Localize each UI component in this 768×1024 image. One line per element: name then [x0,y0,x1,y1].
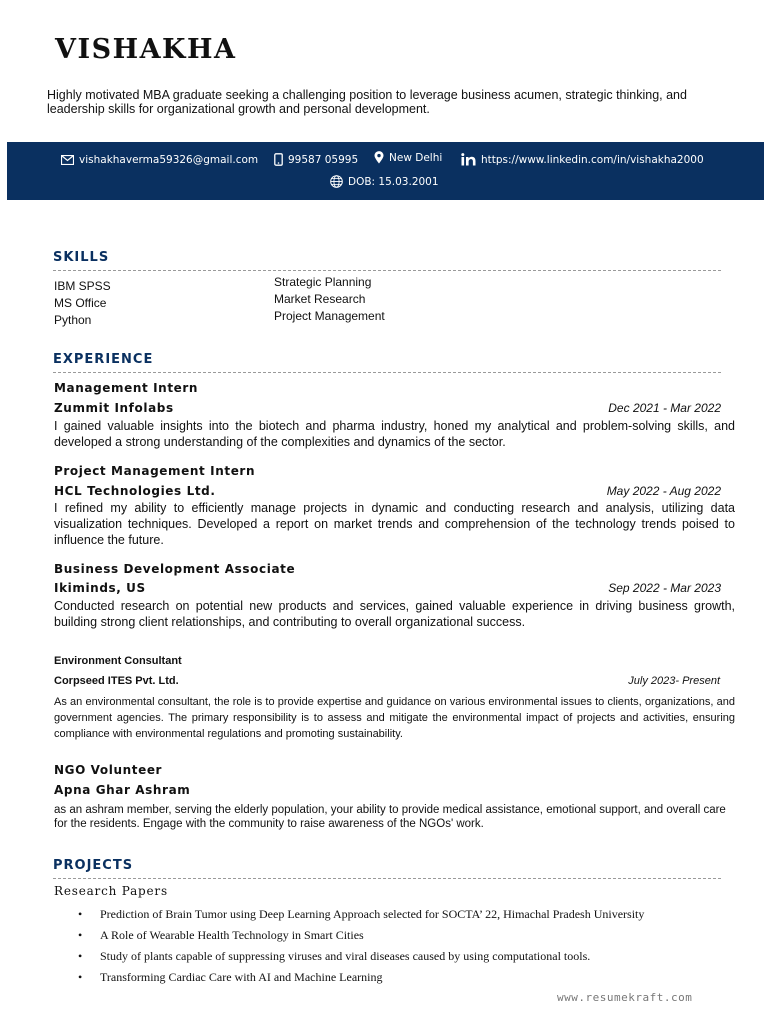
candidate-name: VISHAKHA [55,34,237,65]
skill-item: Strategic Planning [274,275,372,289]
envelope-icon [61,155,74,165]
job-dates: July 2023- Present [628,675,720,687]
company-name: Ikiminds, US [54,581,146,595]
skill-item: Market Research [274,292,366,306]
job-title: Business Development Associate [54,562,296,576]
job-dates: Dec 2021 - Mar 2022 [608,401,721,415]
job-title: NGO Volunteer [54,763,163,777]
job-description: As an environmental consultant, the role is to provide expertise and guidance on various environmental issues to clients, organizations, and government agencies. The primary responsibility is to assess and mitigate the environmental impact of projects and activities, ensuring compliance with environmental regulations and promoting sustainability. [54,696,735,740]
project-item: • Transforming Cardiac Care with AI and Machine Learning [78,967,644,988]
map-pin-icon [374,151,384,164]
skill-item: IBM SPSS [54,279,111,293]
watermark-text: www.resumekraft.com [557,991,693,1004]
company-name: Zummit Infolabs [54,401,174,415]
projects-divider [53,878,721,879]
skill-item: Project Management [274,309,385,323]
contact-band [7,142,764,200]
phone-text: 99587 05995 [288,153,359,166]
experience-divider [53,372,721,373]
company-name: Apna Ghar Ashram [54,783,191,797]
profile-summary: Highly motivated MBA graduate seeking a challenging position to leverage business acumen, strategic thinking, and leadership skills for organizational growth and personal development. [47,88,687,116]
projects-subheading: Research Papers [54,884,168,898]
experience-heading: EXPERIENCE [53,352,154,367]
skill-item: MS Office [54,296,107,310]
project-item: • Study of plants capable of suppressing viruses and viral diseases caused by using computational tools. [78,946,644,967]
projects-heading: PROJECTS [53,858,134,873]
globe-icon [330,175,343,188]
location-text: New Delhi [389,151,443,164]
dob-text: DOB: 15.03.2001 [348,175,439,188]
linkedin-icon [461,153,476,166]
job-title: Environment Consultant [54,655,182,667]
job-dates: Sep 2022 - Mar 2023 [608,581,721,595]
skills-divider [53,270,721,271]
project-list [78,904,644,988]
location-item [374,151,442,164]
email-text: vishakhaverma59326@gmail.com [79,154,259,166]
linkedin-text: https://www.linkedin.com/in/vishakha2000 [481,153,704,166]
skills-heading: SKILLS [53,250,110,265]
skill-item: Python [54,313,92,327]
job-title: Project Management Intern [54,464,256,478]
project-item: • A Role of Wearable Health Technology in Smart Cities [78,925,644,946]
job-description: I gained valuable insights into the biotech and pharma industry, honed my analytical and problem-solving skills, and developed a strong understanding of the complexities and dynamics of the sector. [54,419,735,449]
phone-item[interactable] [274,153,358,166]
company-name: HCL Technologies Ltd. [54,484,216,498]
dob-item [330,175,439,188]
phone-icon [274,153,283,166]
job-description: as an ashram member, serving the elderly population, your ability to provide medical assistance, emotional support, and overall care for the residents. Engage with the community to raise awareness of the NGOs' work. [54,804,726,830]
job-dates: May 2022 - Aug 2022 [606,484,721,498]
company-name: Corpseed ITES Pvt. Ltd. [54,675,179,687]
job-title: Management Intern [54,381,199,395]
email-item[interactable] [61,154,258,166]
job-description: Conducted research on potential new products and services, gained valuable experience in driving business growth, building strong client relationships, and contributing to overall organizational success. [54,599,735,629]
linkedin-item[interactable] [461,153,704,166]
project-item: • Prediction of Brain Tumor using Deep Learning Approach selected for SOCTA’ 22, Himachal Pradesh University [78,904,644,925]
job-description: I refined my ability to efficiently manage projects in dynamic and conducting research and analysis, utilizing data visualization techniques. Developed a report on market trends and comprehension of the technology trends poised to influence the future. [54,501,735,547]
